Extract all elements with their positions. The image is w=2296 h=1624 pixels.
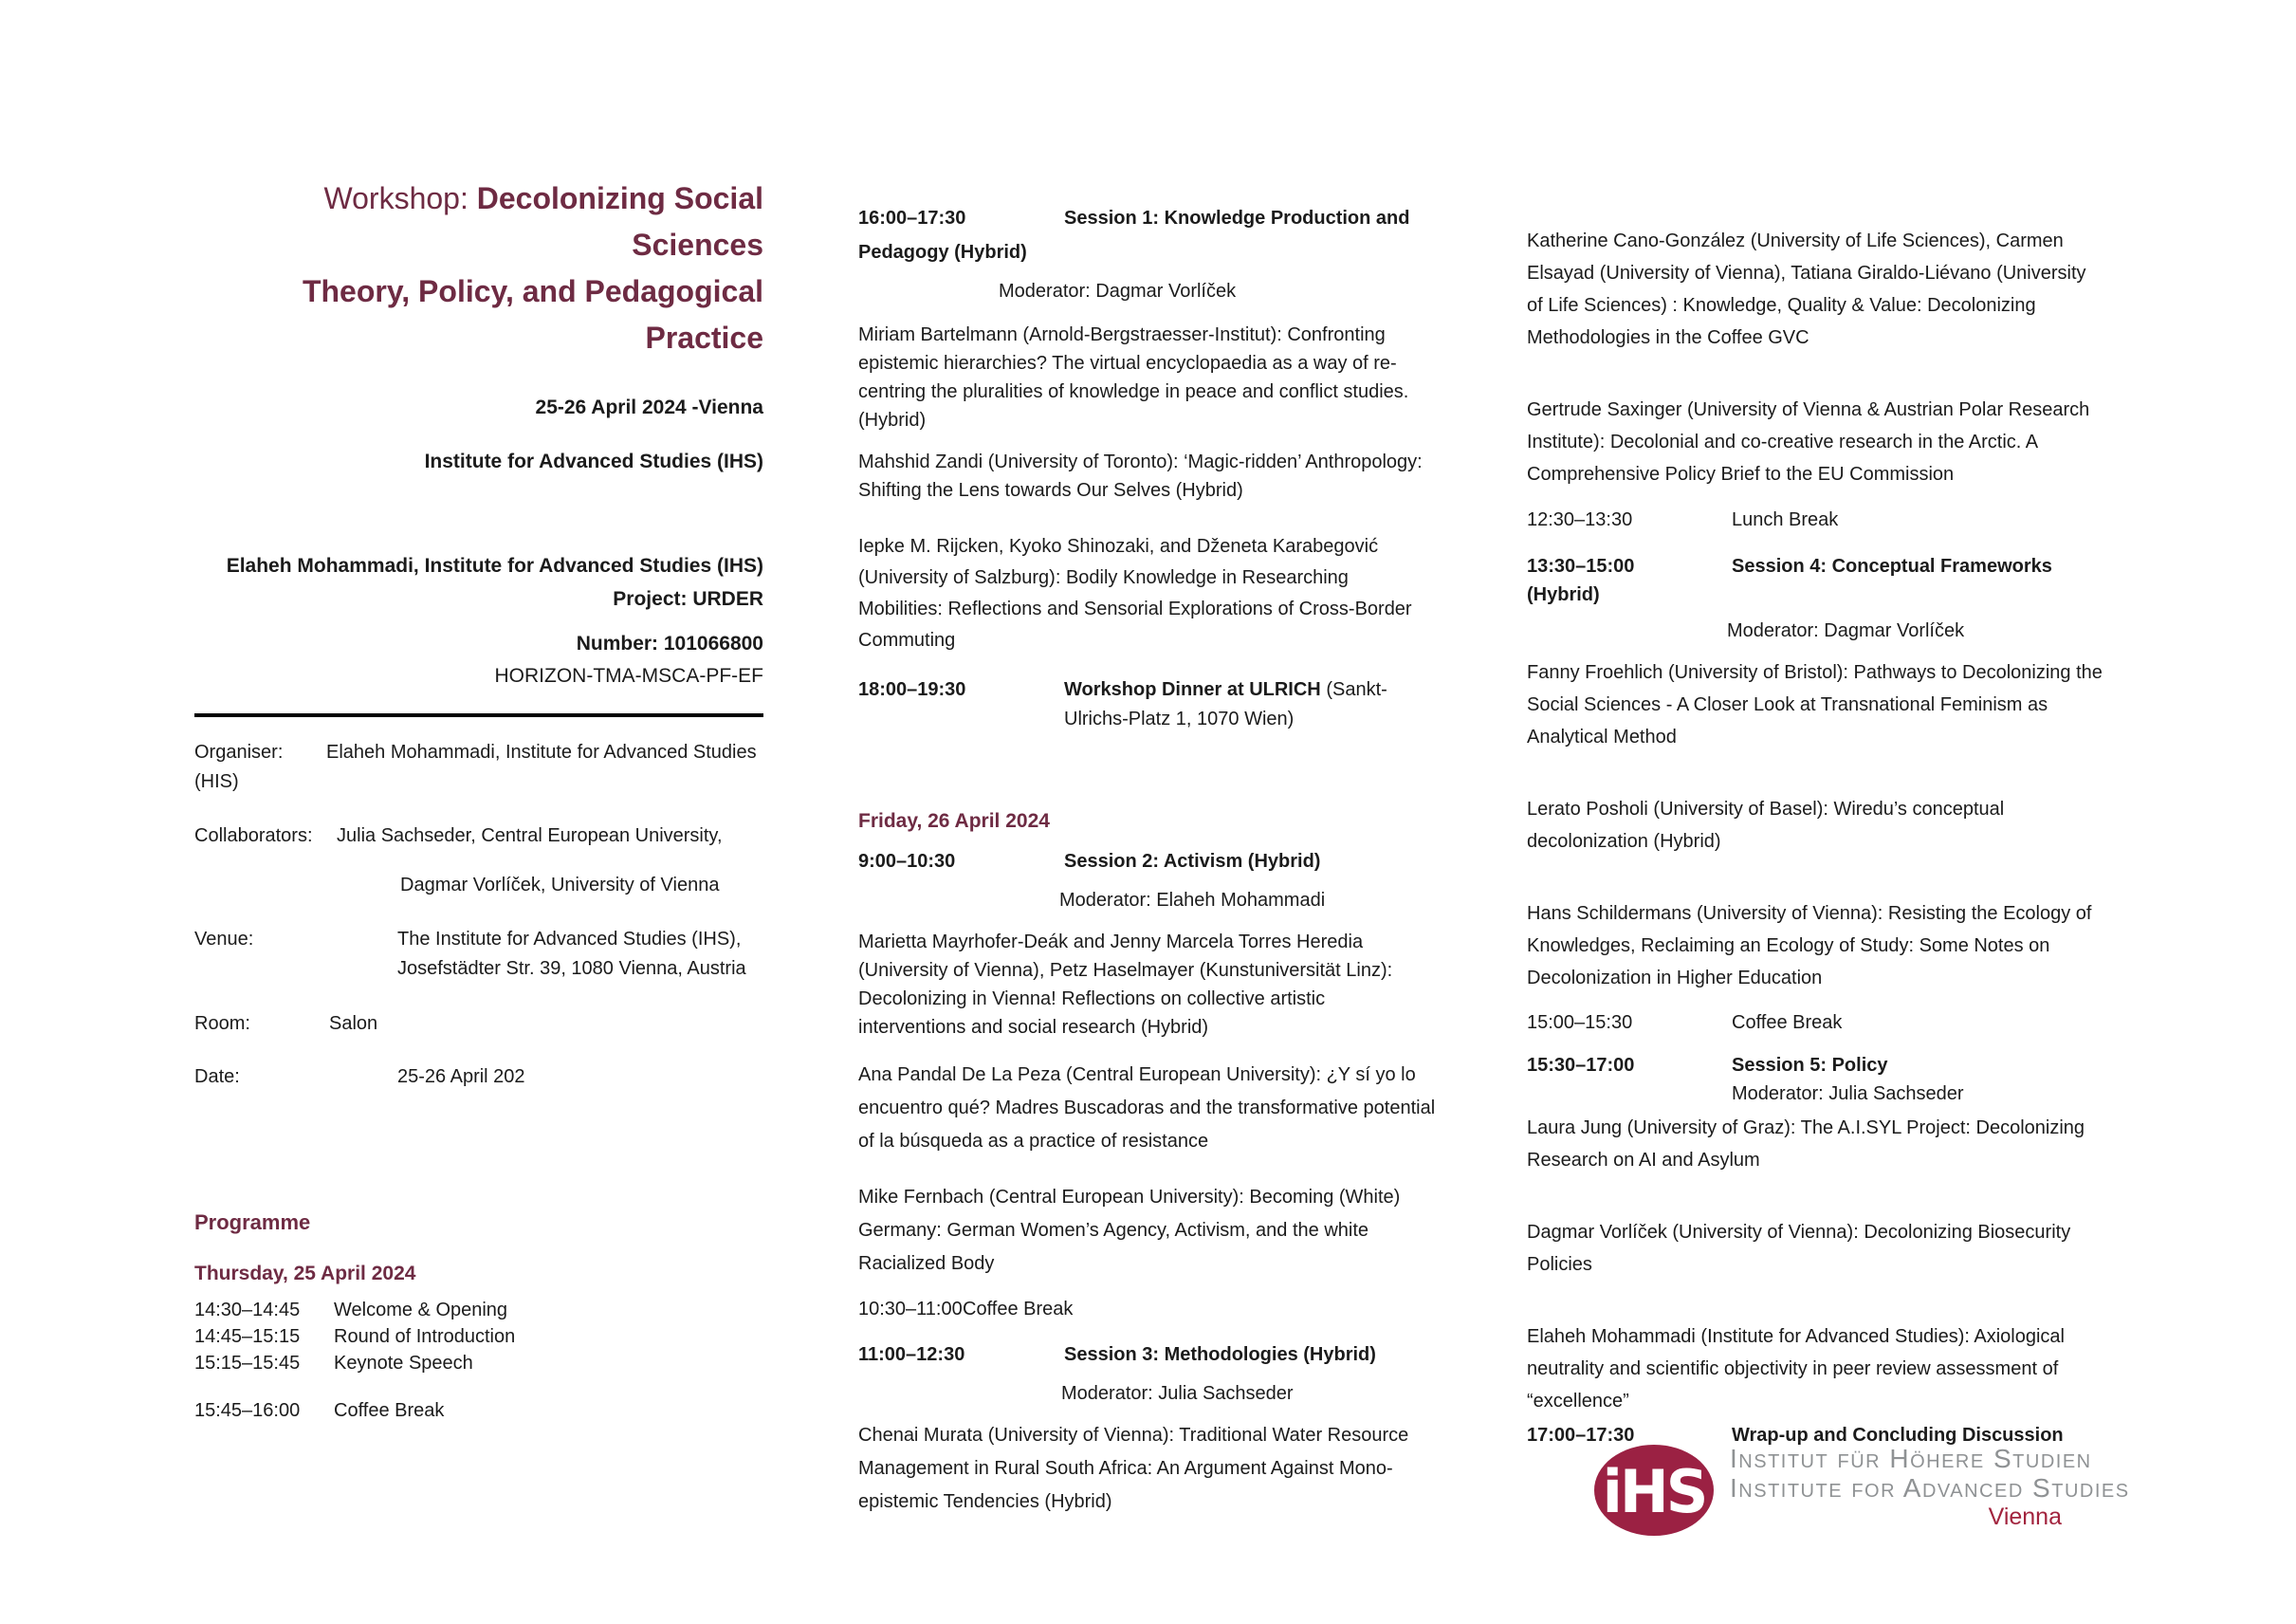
talk-chenai: Chenai Murata (University of Vienna): Traditional Water Resource Management in Rural South Africa: An Argument Against Mono-epistemic Tendencies (Hybrid) — [858, 1425, 1409, 1512]
programme-heading: Programme — [194, 1210, 311, 1234]
session-4-heading — [1527, 552, 2105, 609]
divider-rule — [194, 713, 763, 717]
talk-fanny: Fanny Froehlich (University of Bristol): Pathways to Decolonizing the Social Sciences - A Closer Look at Transnational Feminism as Analytical Method — [1527, 662, 2103, 747]
session-3-title: Session 3: Methodologies (Hybrid) — [1064, 1344, 1376, 1365]
session-4-time — [1527, 552, 1732, 609]
thursday-heading: Thursday, 25 April 2024 — [194, 1263, 416, 1284]
dinner-title: Workshop Dinner at ULRICH — [1064, 679, 1321, 700]
institute-line: Institute for Advanced Studies (IHS) — [424, 451, 763, 472]
room-label: Room: — [194, 1013, 250, 1034]
talk-elaheh: Elaheh Mohammadi (Institute for Advanced Studies): Axiological neutrality and scientific objectivity in peer review assessment of “excellence” — [1527, 1326, 2065, 1412]
session-5-moderator: Moderator: Julia Sachseder — [1732, 1083, 1964, 1104]
ihs-logo-line-en: Institute for Advanced Studies — [1730, 1473, 2130, 1503]
lunch-break-time: 12:30–13:30 — [1527, 509, 1633, 530]
lunch-break-row — [1527, 507, 2105, 533]
dinner-row — [858, 675, 1437, 734]
organiser-row — [194, 738, 763, 797]
session-1-title: Session 1: Knowledge Production and Pedagogy (Hybrid) — [858, 208, 1410, 263]
ihs-logo-line-de: Institut für Höhere Studien — [1730, 1444, 2092, 1473]
title-prefix: Workshop: — [323, 181, 477, 215]
talk-laura: Laura Jung (University of Graz): The A.I.SYL Project: Decolonizing Research on AI and Asylum — [1527, 1117, 2085, 1171]
schedule-row — [194, 1397, 763, 1424]
organiser-label: Organiser: — [194, 742, 284, 763]
date-label: Date: — [194, 1066, 240, 1087]
ihs-logo-acronym: iHS — [1602, 1457, 1706, 1526]
date-venue-line: 25-26 April 2024 -Vienna — [535, 397, 763, 418]
venue-row — [194, 925, 763, 984]
session-2-time: 9:00–10:30 — [858, 851, 956, 872]
schedule-label: Keynote Speech — [334, 1353, 473, 1374]
session-2-heading — [858, 844, 1437, 878]
ihs-logo-icon — [1593, 1444, 1715, 1537]
dinner-address: (Sankt-Ulrichs-Platz 1, 1070 Wien) — [1064, 679, 1387, 729]
collaborators-value-1: Julia Sachseder, Central European University, — [337, 825, 723, 846]
talk-dagmar: Dagmar Vorlíček (University of Vienna): Decolonizing Biosecurity Policies — [1527, 1222, 2071, 1275]
session-2-title: Session 2: Activism (Hybrid) — [1064, 851, 1321, 872]
session-4-hybrid: (Hybrid) — [1527, 584, 1600, 605]
left-column — [194, 175, 763, 1424]
venue-label: Venue: — [194, 929, 254, 950]
schedule-row — [194, 1297, 763, 1323]
title-line-1 — [194, 175, 763, 268]
schedule-time: 14:45–15:15 — [194, 1326, 301, 1347]
session-1-time: 16:00–17:30 — [858, 208, 966, 229]
wrap-up-label: Wrap-up and Concluding Discussion — [1732, 1425, 2064, 1446]
date-value: 25-26 April 202 — [397, 1066, 525, 1087]
dinner-time: 18:00–19:30 — [858, 679, 966, 700]
room-value: Salon — [329, 1013, 378, 1034]
talk-mahshid: Mahshid Zandi (University of Toronto): ‘Magic-ridden’ Anthropology: Shifting the Lens towards Our Selves (Hybrid) — [858, 452, 1423, 501]
session-4-title: Session 4: Conceptual Frameworks — [1732, 556, 2052, 577]
dinner-text — [1064, 675, 1437, 734]
collaborators-label: Collaborators: — [194, 825, 313, 846]
session-1-heading — [858, 201, 1437, 269]
schedule-label: Coffee Break — [334, 1400, 445, 1421]
date-row — [194, 1062, 763, 1092]
room-row — [194, 1009, 763, 1039]
talk-ana: Ana Pandal De La Peza (Central European University): ¿Y sí yo lo encuentro qué? Madres Buscadoras and the transformative potential of la búsqueda as a practice of resistance — [858, 1064, 1436, 1152]
session-5-time: 15:30–17:00 — [1527, 1055, 1635, 1076]
schedule-label: Round of Introduction — [334, 1326, 516, 1347]
talk-lerato: Lerato Posholi (University of Basel): Wiredu’s conceptual decolonization (Hybrid) — [1527, 799, 2005, 852]
lunch-break-label: Lunch Break — [1732, 509, 1839, 530]
wrap-up-time: 17:00–17:30 — [1527, 1425, 1635, 1446]
session-5-heading — [1527, 1051, 2105, 1108]
schedule-row — [194, 1350, 763, 1376]
coffee-break-row — [858, 1296, 1437, 1322]
talk-mike: Mike Fernbach (Central European University): Becoming (White) Germany: German Women’s Agency, Activism, and the white Racialized Body — [858, 1187, 1401, 1274]
coffee-break-time: 10:30–11:00 — [858, 1299, 963, 1320]
coffee-break-row-2 — [1527, 1009, 2105, 1036]
session-3-time: 11:00–12:30 — [858, 1344, 965, 1365]
ihs-logo — [1593, 1444, 2130, 1537]
session-4-time-text: 13:30–15:00 — [1527, 556, 1635, 577]
coffee-break-2-label: Coffee Break — [1732, 1012, 1843, 1033]
ihs-logo-city: Vienna — [1988, 1504, 2062, 1530]
coffee-break-2-time: 15:00–15:30 — [1527, 1012, 1633, 1033]
venue-value: The Institute for Advanced Studies (IHS), Josefstädter Str. 39, 1080 Vienna, Austria — [397, 929, 746, 979]
session-2-moderator: Moderator: Elaheh Mohammadi — [1059, 890, 1326, 911]
schedule-time: 14:30–14:45 — [194, 1300, 301, 1320]
collaborators-row — [194, 821, 763, 851]
title-line-2: Theory, Policy, and Pedagogical Practice — [302, 274, 763, 355]
collaborators-value-2: Dagmar Vorlíček, University of Vienna — [400, 875, 720, 895]
middle-column — [858, 201, 1437, 1519]
talk-marietta: Marietta Mayrhofer-Deák and Jenny Marcela Torres Heredia (University of Vienna), Petz Haselmayer (Kunstuniversität Linz): Decolonizing in Vienna! Reflections on collective artistic interventions and social research (Hybrid) — [858, 932, 1393, 1038]
session-3-moderator: Moderator: Julia Sachseder — [1061, 1383, 1294, 1404]
schedule-time: 15:15–15:45 — [194, 1353, 301, 1374]
talk-gertrude: Gertrude Saxinger (University of Vienna & Austrian Polar Research Institute): Decolonial and co-creative research in the Arctic. A Comprehensive Policy Brief to the EU Commission — [1527, 399, 2090, 485]
page-title — [194, 175, 763, 361]
session-1-moderator: Moderator: Dagmar Vorlíček — [999, 281, 1237, 302]
schedule-label: Welcome & Opening — [334, 1300, 508, 1320]
session-5-cell — [1732, 1051, 1964, 1108]
organiser-value: Elaheh Mohammadi, Institute for Advanced Studies (HIS) — [194, 742, 757, 792]
ihs-logo-text — [1730, 1444, 2130, 1531]
schedule-row — [194, 1323, 763, 1350]
programme-code-line: HORIZON-TMA-MSCA-PF-EF — [494, 665, 763, 687]
session-5-title: Session 5: Policy — [1732, 1055, 1888, 1076]
session-4-moderator: Moderator: Dagmar Vorlíček — [1727, 620, 1965, 641]
right-column — [1527, 225, 2105, 1449]
organiser-meta-line: Elaheh Mohammadi, Institute for Advanced Studies (IHS) — [226, 555, 763, 577]
talk-iepke: Iepke M. Rijcken, Kyoko Shinozaki, and Dženeta Karabegović (University of Salzburg): Bodily Knowledge in Researching Mobilities: Reflections and Sensorial Explorations of Cross-Border Commuting — [858, 536, 1412, 651]
schedule-time: 15:45–16:00 — [194, 1400, 301, 1421]
session-3-heading — [858, 1338, 1437, 1372]
friday-heading: Friday, 26 April 2024 — [858, 810, 1050, 832]
number-line: Number: 101066800 — [576, 633, 763, 655]
title-bold: Decolonizing Social Sciences — [476, 181, 763, 262]
project-line: Project: URDER — [613, 588, 763, 610]
coffee-break-label: Coffee Break — [963, 1299, 1074, 1320]
talk-katherine: Katherine Cano-González (University of Life Sciences), Carmen Elsayad (University of Vienna), Tatiana Giraldo-Liévano (University of Life Sciences) : Knowledge, Quality & Value: Decolonizing Methodologies in the Coffee GVC — [1527, 231, 2086, 348]
talk-hans: Hans Schildermans (University of Vienna): Resisting the Ecology of Knowledges, Reclaiming an Ecology of Study: Some Notes on Decolonization in Higher Education — [1527, 903, 2092, 988]
talk-miriam: Miriam Bartelmann (Arnold-Bergstraesser-Institut): Confronting epistemic hierarchies? The virtual encyclopaedia as a way of re-centring the pluralities of knowledge in peace and conflict studies. (Hybrid) — [858, 324, 1409, 431]
